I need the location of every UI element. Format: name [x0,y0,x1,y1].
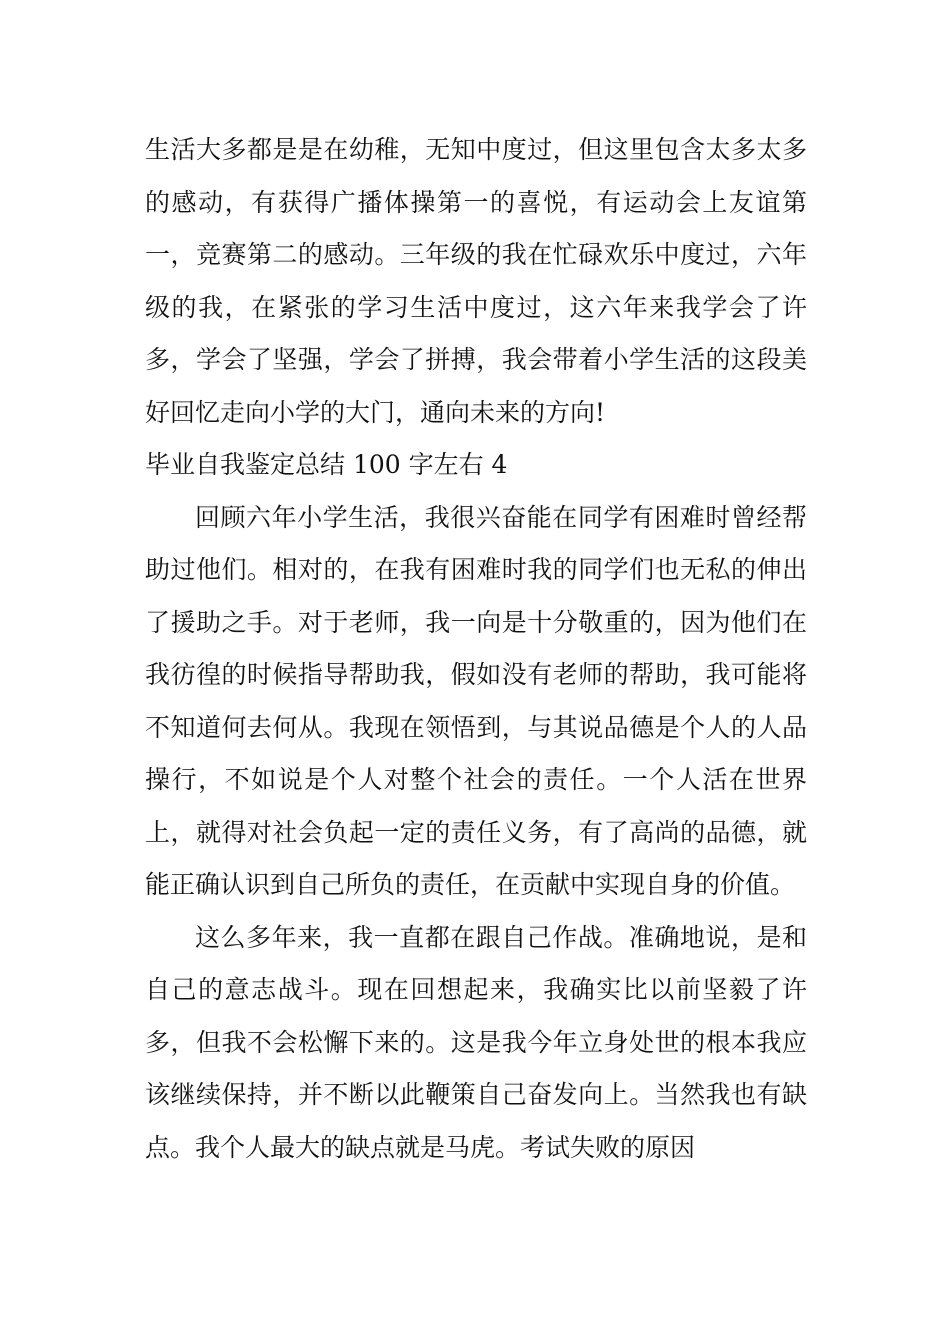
section-title: 毕业自我鉴定总结 100 字左右 4 [145,450,508,479]
body-paragraph-2: 这么多年来，我一直都在跟自己作战。准确地说，是和自己的意志战斗。现在回想起来，我确实比以前坚毅了许多，但我不会松懈下来的。这是我今年立身处世的根本我应该继续保持，并不断以此鞭策自己奋发向上。当然我也有缺点。我个人最大的缺点就是马虎。考试失败的原因 [145,922,807,1162]
intro-paragraph: 生活大多都是是在幼稚，无知中度过，但这里包含太多太多的感动，有获得广播体操第一的喜悦，有运动会上友谊第一，竞赛第二的感动。三年级的我在忙碌欢乐中度过，六年级的我，在紧张的学习生活中度过，这六年来我学会了许多，学会了坚强，学会了拼搏，我会带着小学生活的这段美好回忆走向小学的大门，通向未来的方向! [145,135,807,427]
body-paragraph-1: 回顾六年小学生活，我很兴奋能在同学有困难时曾经帮助过他们。相对的，在我有困难时我的同学们也无私的伸出了援助之手。对于老师，我一向是十分敬重的，因为他们在我彷徨的时候指导帮助我，假如没有老师的帮助，我可能将不知道何去何从。我现在领悟到，与其说品德是个人的人品操行，不如说是个人对整个社会的责任。一个人活在世界上，就得对社会负起一定的责任义务，有了高尚的品德，就能正确认识到自己所负的责任，在贡献中实现自身的价值。 [145,502,807,899]
document-page [145,124,807,1174]
